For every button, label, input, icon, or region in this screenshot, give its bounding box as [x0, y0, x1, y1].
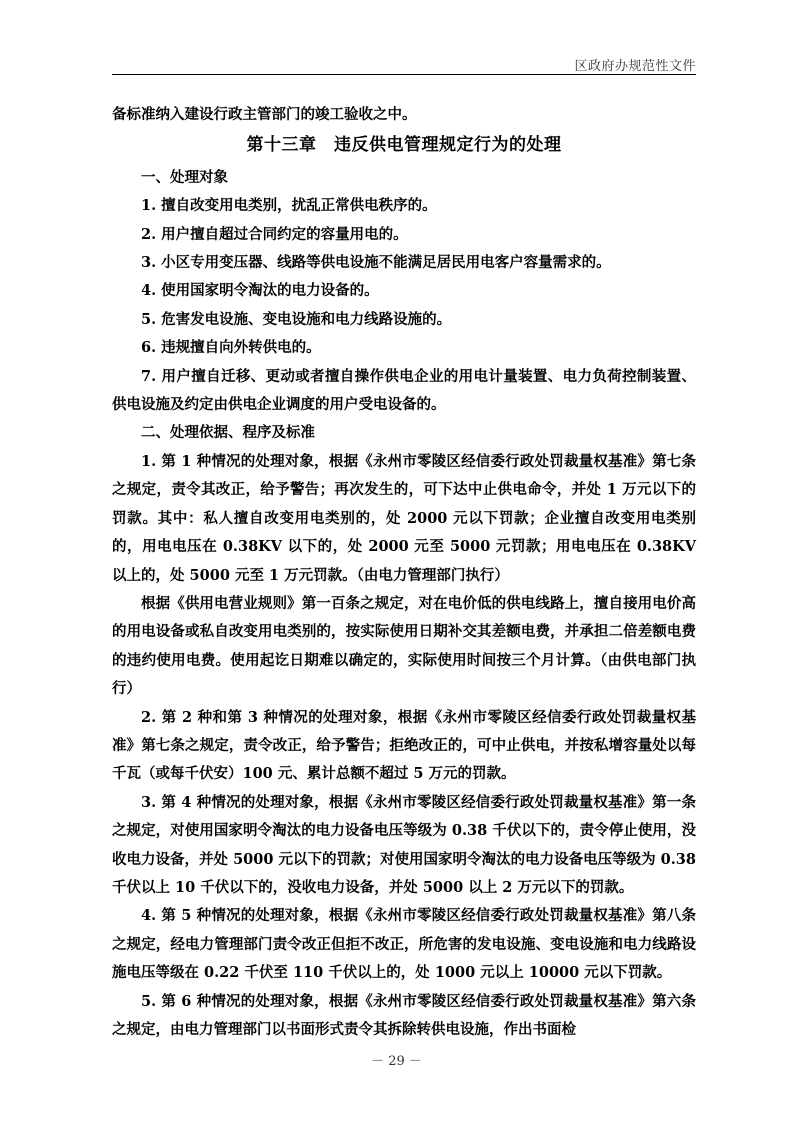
list-item: 7. 用户擅自迁移、更动或者擅自操作供电企业的用电计量装置、电力负荷控制装置、供电设施及约定由供电企业调度的用户受电设备的。 — [112, 367, 696, 414]
header-divider — [112, 74, 696, 75]
list-item: 2. 用户擅自超过合同约定的容量用电的。 — [141, 225, 408, 243]
lead-paragraph: 备标准纳入建设行政主管部门的竣工验收之中。 — [112, 106, 417, 123]
list-item: 5. 危害发电设施、变电设施和电力线路设施的。 — [141, 310, 452, 328]
body-paragraph: 3. 第 4 种情况的处理对象，根据《永州市零陵区经信委行政处罚裁量权基准》第一条之规定，对使用国家明令淘汰的电力设备电压等级为 0.38 千伏以下的，责令停止使用，没收电力设备，并处 5000 元以下的罚款；对使用国家明令淘汰的电力设备电压等级为 0.38 千伏以上 10 千伏以下的，没收电力设备，并处 5000 以上 2 万元以下的罚款。 — [112, 793, 696, 896]
body-paragraph: 4. 第 5 种情况的处理对象，根据《永州市零陵区经信委行政处罚裁量权基准》第八条之规定，经电力管理部门责令改正但拒不改正，所危害的发电设施、变电设施和电力线路设施电压等级在 0.22 千伏至 110 千伏以上的，处 1000 元以上 10000 元以下罚款。 — [112, 907, 696, 982]
section-heading: 一、处理对象 — [141, 169, 228, 186]
body-paragraph: 5. 第 6 种情况的处理对象，根据《永州市零陵区经信委行政处罚裁量权基准》第六条之规定，由电力管理部门以书面形式责令其拆除转供电设施，作出书面检 — [112, 992, 696, 1038]
list-item: 6. 违规擅自向外转供电的。 — [141, 339, 321, 357]
document-body — [112, 101, 696, 1044]
body-paragraph: 根据《供用电营业规则》第一百条之规定，对在电价低的供电线路上，擅自接用电价高的用电设备或私自改变用电类别的，按实际使用日期补交其差额电费，并承担二倍差额电费的违约使用电费。使用起讫日期难以确定的，实际使用时间按三个月计算。（由供电部门执行） — [112, 594, 696, 698]
body-paragraph: 2. 第 2 种和第 3 种情况的处理对象，根据《永州市零陵区经信委行政处罚裁量权基准》第七条之规定，责令改正，给予警告；拒绝改正的，可中止供电，并按私增容量处以每千瓦（或每千伏安）100 元、累计总额不超过 5 万元的罚款。 — [112, 708, 696, 783]
section-heading: 二、处理依据、程序及标准 — [141, 425, 315, 442]
list-item: 1. 擅自改变用电类别，扰乱正常供电秩序的。 — [141, 197, 437, 215]
body-paragraph: 1. 第 1 种情况的处理对象，根据《永州市零陵区经信委行政处罚裁量权基准》第七条之规定，责令其改正，给予警告；再次发生的，可下达中止供电命令，并处 1 万元以下的罚款。其中：私人擅自改变用电类别的，处 2000 元以下罚款；企业擅自改变用电类别的，用电电压在 0.38KV 以下的，处 2000 元至 5000 元罚款；用电电压在 0.38KV 以上的，处 5000 元至 1 万元罚款。（由电力管理部门执行） — [112, 452, 696, 584]
list-item: 4. 使用国家明令淘汰的电力设备的。 — [141, 282, 379, 300]
page-number: － 29 － — [371, 1054, 422, 1069]
header-title: 区政府办规范性文件 — [574, 59, 696, 74]
list-item: 3. 小区专用变压器、线路等供电设施不能满足居民用电客户容量需求的。 — [141, 254, 611, 272]
chapter-title: 第十三章 违反供电管理规定行为的处理 — [246, 135, 562, 156]
